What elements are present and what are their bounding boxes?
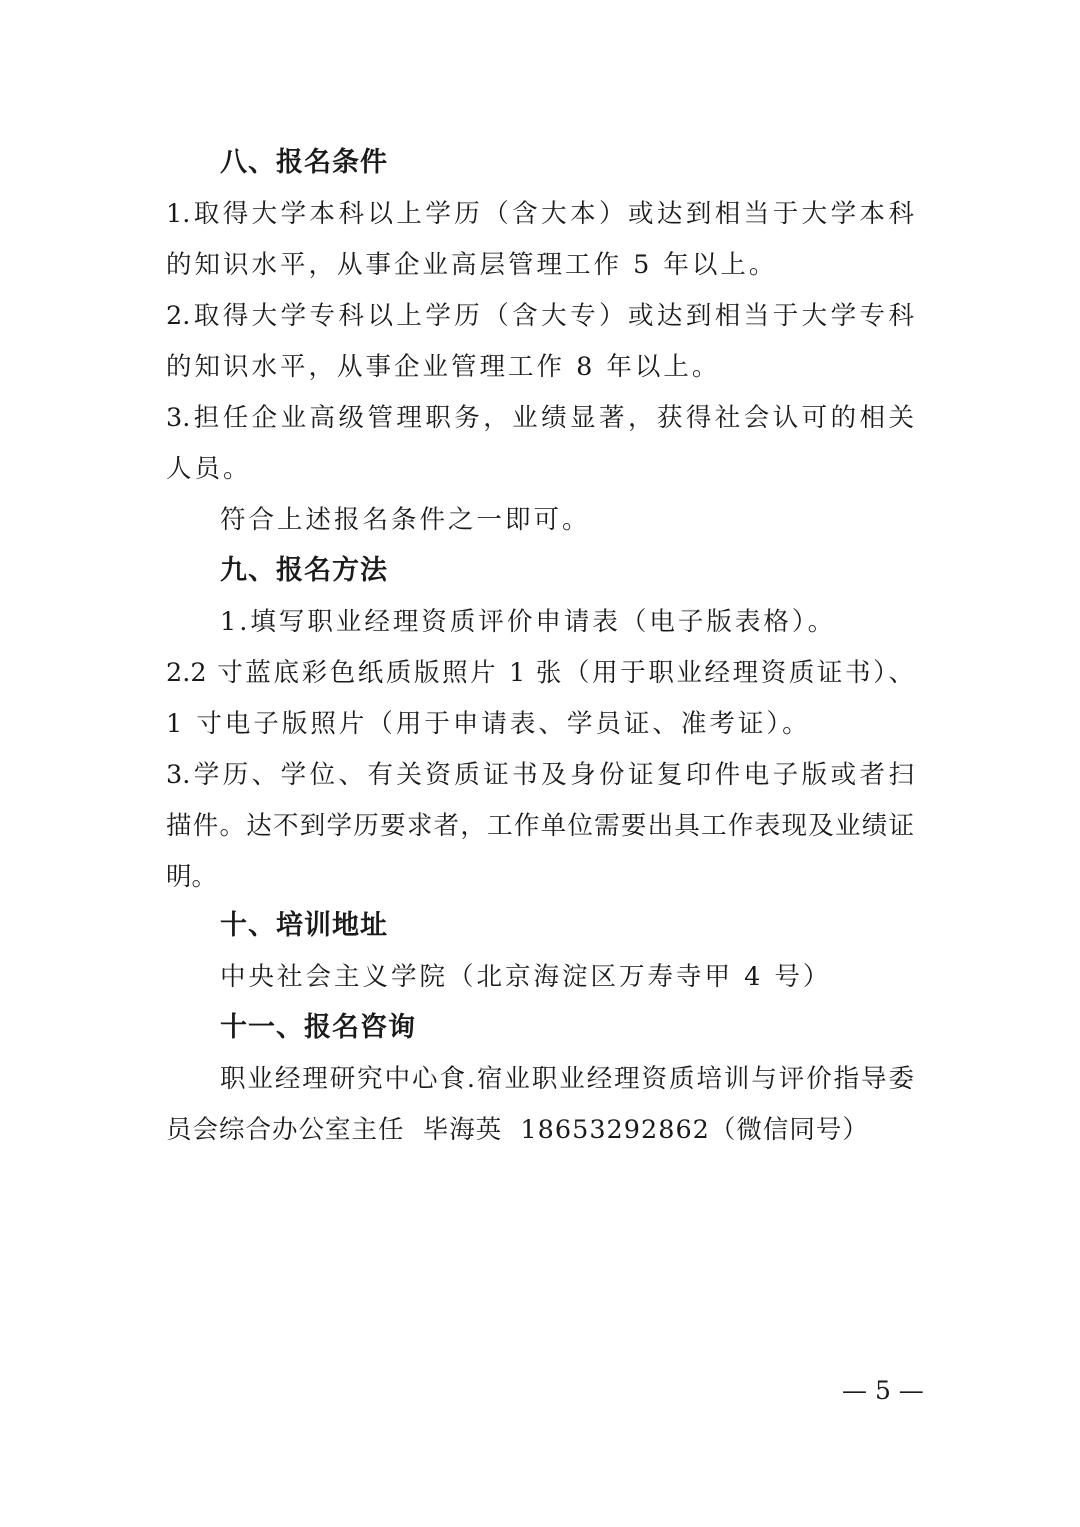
section-10-heading: 十、培训地址 — [220, 910, 388, 941]
section-8-heading: 八、报名条件 — [220, 147, 388, 178]
section-9-item-2-line-1: 2.2 寸蓝底彩色纸质版照片 1 张（用于职业经理资质证书）、 — [166, 658, 914, 688]
section-8-item-3-line-1: 3.担任企业高级管理职务，业绩显著，获得社会认可的相关 — [166, 403, 914, 433]
section-9-item-1: 1.填写职业经理资质评价申请表（电子版表格）。 — [220, 607, 837, 637]
section-8-item-2-line-2: 的知识水平，从事企业管理工作 8 年以上。 — [166, 352, 721, 382]
section-8-note: 符合上述报名条件之一即可。 — [220, 505, 591, 535]
section-9-item-3-line-3: 明。 — [166, 862, 218, 892]
page-number: — 5 — — [842, 1376, 924, 1405]
section-8-item-2-line-1: 2.取得大学专科以上学历（含大专）或达到相当于大学专科 — [166, 301, 914, 331]
section-8-item-1-line-1: 1.取得大学本科以上学历（含大本）或达到相当于大学本科 — [166, 199, 914, 229]
section-8-item-3-line-2: 人员。 — [166, 454, 252, 484]
section-11-contact-line-1: 职业经理研究中心食.宿业职业经理资质培训与评价指导委 — [220, 1064, 914, 1094]
section-9-item-3-line-1: 3.学历、学位、有关资质证书及身份证复印件电子版或者扫 — [166, 760, 914, 790]
section-8-item-1-line-2: 的知识水平，从事企业高层管理工作 5 年以上。 — [166, 250, 778, 280]
section-11-heading: 十一、报名咨询 — [220, 1012, 416, 1043]
section-11-contact-line-2: 员会综合办公室主任 毕海英 18653292862（微信同号） — [166, 1115, 869, 1145]
section-9-heading: 九、报名方法 — [220, 555, 388, 586]
section-9-item-3-line-2: 描件。达不到学历要求者，工作单位需要出具工作表现及业绩证 — [166, 811, 914, 841]
section-10-address: 中央社会主义学院（北京海淀区万寿寺甲 4 号） — [220, 962, 832, 992]
section-9-item-2-line-2: 1 寸电子版照片（用于申请表、学员证、准考证）。 — [166, 709, 811, 739]
